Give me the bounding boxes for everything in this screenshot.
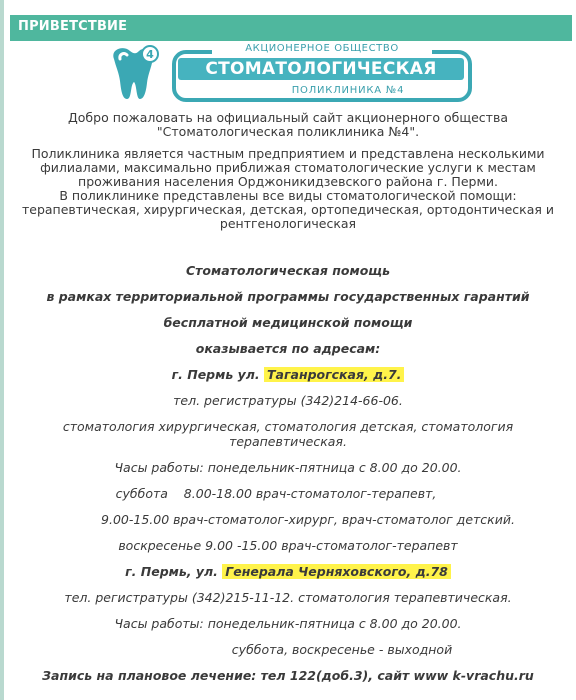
address-2-street: Генерала Черняховского, д.78 <box>222 564 451 579</box>
about-line-2: филиалами, максимально приближая стоматологические услуги к местам <box>40 160 536 175</box>
welcome-line-2: "Стоматологическая поликлиника №4". <box>156 124 420 139</box>
logo-sub-text: ПОЛИКЛИНИКА №4 <box>291 85 405 96</box>
about-line-3: проживания населения Орджоникидзевского района г. Перми. <box>78 174 498 189</box>
intro-text <box>0 111 576 231</box>
section-header <box>10 15 572 41</box>
section-header-title: ПРИВЕТСТВИЕ <box>18 19 128 34</box>
welcome-line-1: Добро пожаловать на официальный сайт акционерного общества <box>68 110 508 125</box>
program-heading-2: в рамках территориальной программы государственных гарантий <box>46 289 530 304</box>
logo-ao-text: АКЦИОНЕРНОЕ ОБЩЕСТВО <box>212 43 432 54</box>
address-2-city: г. Пермь, ул. <box>125 564 218 579</box>
address-1-sunday: воскресенье 9.00 -15.00 врач-стоматолог-терапевт <box>118 538 458 553</box>
address-2-hours: Часы работы: понедельник-пятница с 8.00 до 20.00. <box>114 616 462 631</box>
services-line-3: рентгенологическая <box>219 216 357 231</box>
address-1 <box>0 367 576 382</box>
tooth-number: 4 <box>146 48 154 61</box>
address-1-saturday: суббота 8.00-18.00 врач-стоматолог-терапевт, <box>115 486 437 501</box>
logo-main-text: СТОМАТОЛОГИЧЕСКАЯ <box>178 58 464 80</box>
about-line-1: Поликлиника является частным предприятием и представлена несколькими <box>31 146 545 161</box>
address-1-street: Таганрогская, д.7. <box>264 367 404 382</box>
services-line-1: В поликлинике представлены все виды стоматологической помощи: <box>59 188 517 203</box>
clinic-logo <box>108 45 472 103</box>
address-1-services-1: стоматология хирургическая, стоматология детская, стоматология <box>62 419 514 434</box>
address-1-services-2: терапевтическая. <box>229 434 347 449</box>
program-heading-3: бесплатной медицинской помощи <box>163 315 413 330</box>
program-heading-4: оказывается по адресам: <box>195 341 381 356</box>
address-1-hours: Часы работы: понедельник-пятница с 8.00 до 20.00. <box>114 460 462 475</box>
address-2-phone: тел. регистратуры (342)215-11-12. стоматология терапевтическая. <box>64 590 512 605</box>
address-2-weekend: суббота, воскресенье - выходной <box>231 642 453 657</box>
services-line-2: терапевтическая, хирургическая, детская, ортопедическая, ортодонтическая и <box>21 202 554 217</box>
program-heading-1: Стоматологическая помощь <box>185 263 391 278</box>
address-1-saturday-2: 9.00-15.00 врач-стоматолог-хирург, врач-стоматолог детский. <box>101 512 515 527</box>
tooth-icon <box>108 45 160 101</box>
appointment-info: Запись на плановое лечение: тел 122(доб.3), сайт www k-vrachu.ru <box>42 668 534 683</box>
address-1-city: г. Пермь ул. <box>171 367 260 382</box>
address-1-phone: тел. регистратуры (342)214-66-06. <box>173 393 403 408</box>
address-2 <box>0 564 576 579</box>
